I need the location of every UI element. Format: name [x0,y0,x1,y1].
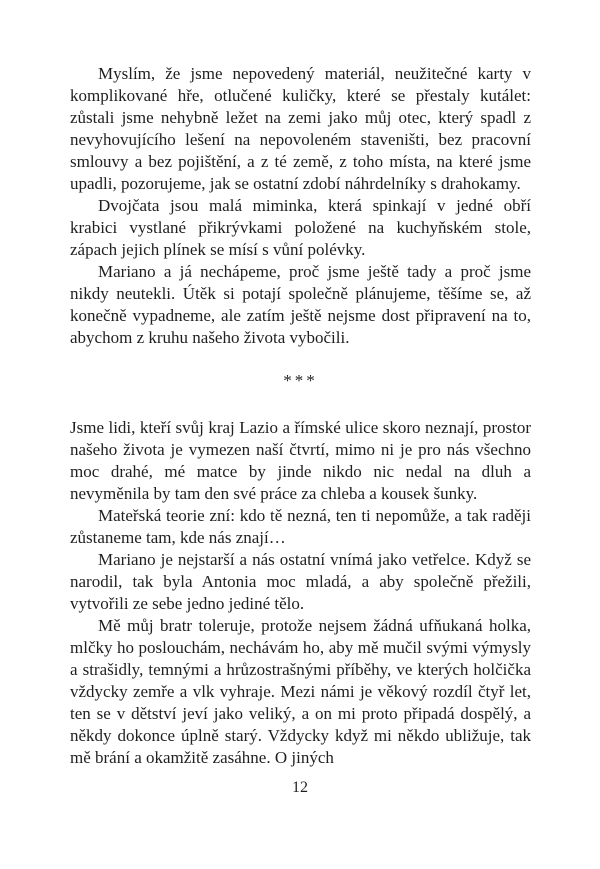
paragraph: Jsme lidi, kteří svůj kraj Lazio a římské ulice skoro neznají, prostor našeho života je vymezen naší čtvrtí, mimo ni je pro nás všechno moc drahé, mé matce by jinde nikdo nic nedal na dluh a nevyměnila by tam den své práce za chleba a kousek šunky. [70,418,531,503]
paragraph: Mě můj bratr toleruje, protože nejsem žádná ufňukaná holka, mlčky ho poslouchám, nechávám ho, aby mě mučil svými výmysly a strašidly, temnými a hrůzostrašnými příběhy, ve kterých holčička vždycky zemře a vlk vyhraje. Mezi námi je věkový rozdíl čtyř let, ten se v dětství jeví jako veliký, a on mi proto připadá dospělý, a někdy dokonce úplně starý. Vždycky když mi někdo ubližuje, tak mě brání a okamžitě zasáhne. O jiných [70,616,531,767]
paragraph: Mateřská teorie zní: kdo tě nezná, ten ti nepomůže, a tak raději zůstaneme tam, kde nás znají… [70,506,531,547]
page-number: 12 [292,779,308,796]
section-separator: *** [283,371,318,390]
paragraph: Mariano a já nechápeme, proč jsme ještě tady a proč jsme nikdy neutekli. Útěk si potají společně plánujeme, těšíme se, až konečně vypadneme, ale zatím ještě nejsme dost připravení na to, abychom z kruhu našeho života vybočili. [70,262,531,347]
page-text [70,63,531,769]
paragraph: Dvojčata jsou malá miminka, která spinkají v jedné obří krabici vystlané přikrývkami položené na kuchyňském stole, zápach jejich plínek se mísí s vůní polévky. [70,196,531,259]
paragraph: Mariano je nejstarší a nás ostatní vnímá jako vetřelce. Když se narodil, tak byla Antonia moc mladá, a aby společně přežili, vytvořili ze sebe jedno jediné tělo. [70,550,531,613]
paragraph: Myslím, že jsme nepovedený materiál, neužitečné karty v komplikované hře, otlučené kuličky, které se přestaly kutálet: zůstali jsme nehybně ležet na zemi jako můj otec, který spadl z nevyhovujícího lešení na nepovoleném staveništi, bez pracovní smlouvy a bez pojištění, a z té země, z toho místa, na které jsme upadli, pozorujeme, jak se ostatní zdobí náhrdelníky s drahokamy. [70,64,531,193]
